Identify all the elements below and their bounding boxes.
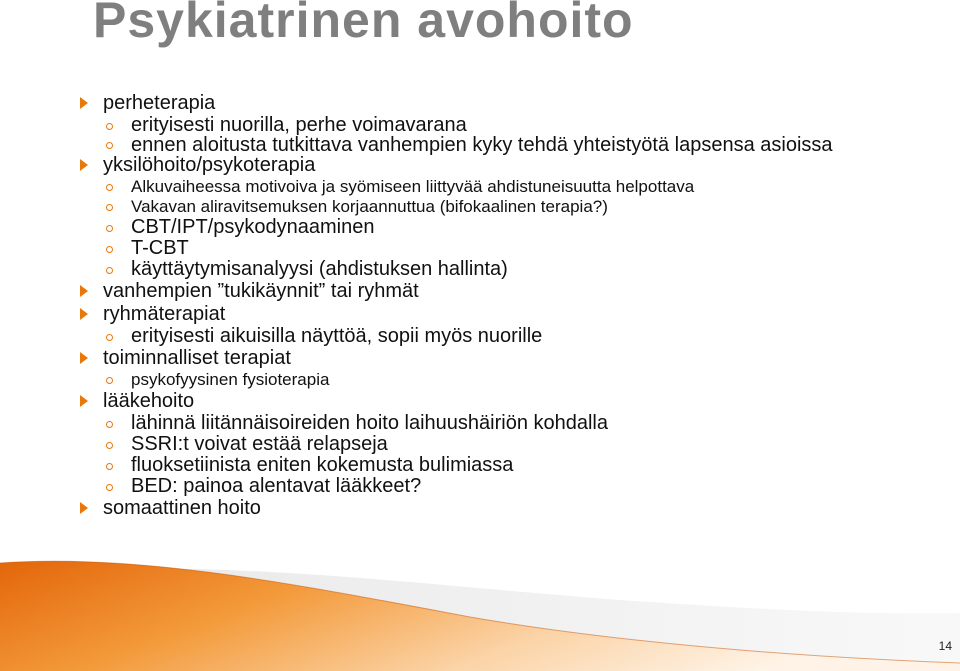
bullet-text: Vakavan aliravitsemuksen korjaannuttua (bifokaalinen terapia?) — [131, 197, 608, 216]
sub-bullet-item — [0, 413, 960, 434]
arrow-bullet-icon — [80, 395, 88, 407]
bullet-text: vanhempien ”tukikäynnit” tai ryhmät — [103, 280, 419, 302]
sub-bullet-item — [0, 197, 960, 217]
bullet-text: fluoksetiinista eniten kokemusta bulimiassa — [131, 454, 514, 476]
bullet-text: ryhmäterapiat — [103, 303, 226, 325]
circle-bullet-icon — [106, 463, 113, 470]
bullet-text: yksilöhoito/psykoterapia — [103, 154, 316, 176]
arrow-bullet-icon — [80, 502, 88, 514]
bullet-item — [0, 92, 960, 115]
arrow-bullet-icon — [80, 159, 88, 171]
circle-bullet-icon — [106, 334, 113, 341]
circle-bullet-icon — [106, 123, 113, 130]
circle-bullet-icon — [106, 142, 113, 149]
sub-bullet-item — [0, 177, 960, 197]
circle-bullet-icon — [106, 246, 113, 253]
bullet-item — [0, 347, 960, 370]
bullet-list — [0, 92, 960, 520]
bullet-text: psykofyysinen fysioterapia — [131, 370, 330, 389]
page-number: 14 — [938, 639, 952, 653]
sub-bullet-item — [0, 476, 960, 497]
bullet-text: erityisesti nuorilla, perhe voimavarana — [131, 114, 467, 136]
bullet-text: somaattinen hoito — [103, 497, 261, 519]
circle-bullet-icon — [106, 184, 113, 191]
sub-bullet-item — [0, 455, 960, 476]
bullet-text: CBT/IPT/psykodynaaminen — [131, 216, 375, 238]
bullet-text: BED: painoa alentavat lääkkeet? — [131, 475, 422, 497]
arrow-bullet-icon — [80, 285, 88, 297]
sub-bullet-item — [0, 238, 960, 259]
bullet-text: ennen aloitusta tutkittava vanhempien kyky tehdä yhteistyötä lapsensa asioissa — [131, 134, 833, 156]
bullet-text: lääkehoito — [103, 390, 195, 412]
circle-bullet-icon — [106, 204, 113, 211]
bullet-text: T-CBT — [131, 237, 189, 259]
bullet-text: perheterapia — [103, 92, 216, 114]
bullet-text: Alkuvaiheessa motivoiva ja syömiseen liittyvää ahdistuneisuutta helpottava — [131, 177, 695, 196]
bullet-item — [0, 303, 960, 326]
sub-bullet-item — [0, 217, 960, 238]
sub-bullet-item — [0, 136, 871, 154]
bullet-text: käyttäytymisanalyysi (ahdistuksen hallinta) — [131, 258, 508, 280]
circle-bullet-icon — [106, 421, 113, 428]
bullet-text: erityisesti aikuisilla näyttöä, sopii myös nuorille — [131, 325, 543, 347]
sub-bullet-item — [0, 434, 960, 455]
sub-bullet-item — [0, 115, 960, 136]
circle-bullet-icon — [106, 225, 113, 232]
sub-bullet-item — [0, 259, 960, 280]
arrow-bullet-icon — [80, 97, 88, 109]
decorative-ribbon — [0, 545, 960, 671]
bullet-item — [0, 497, 960, 520]
circle-bullet-icon — [106, 484, 113, 491]
arrow-bullet-icon — [80, 352, 88, 364]
slide-title: Psykiatrinen avohoito — [93, 0, 634, 48]
bullet-item — [0, 390, 960, 413]
circle-bullet-icon — [106, 442, 113, 449]
circle-bullet-icon — [106, 267, 113, 274]
bullet-text: SSRI:t voivat estää relapseja — [131, 433, 388, 455]
bullet-item — [0, 154, 960, 177]
sub-bullet-item — [0, 326, 960, 347]
arrow-bullet-icon — [80, 308, 88, 320]
bullet-text: lähinnä liitännäisoireiden hoito laihuushäiriön kohdalla — [131, 412, 609, 434]
bullet-text: toiminnalliset terapiat — [103, 347, 291, 369]
sub-bullet-item — [0, 370, 960, 390]
bullet-item — [0, 280, 960, 303]
circle-bullet-icon — [106, 377, 113, 384]
